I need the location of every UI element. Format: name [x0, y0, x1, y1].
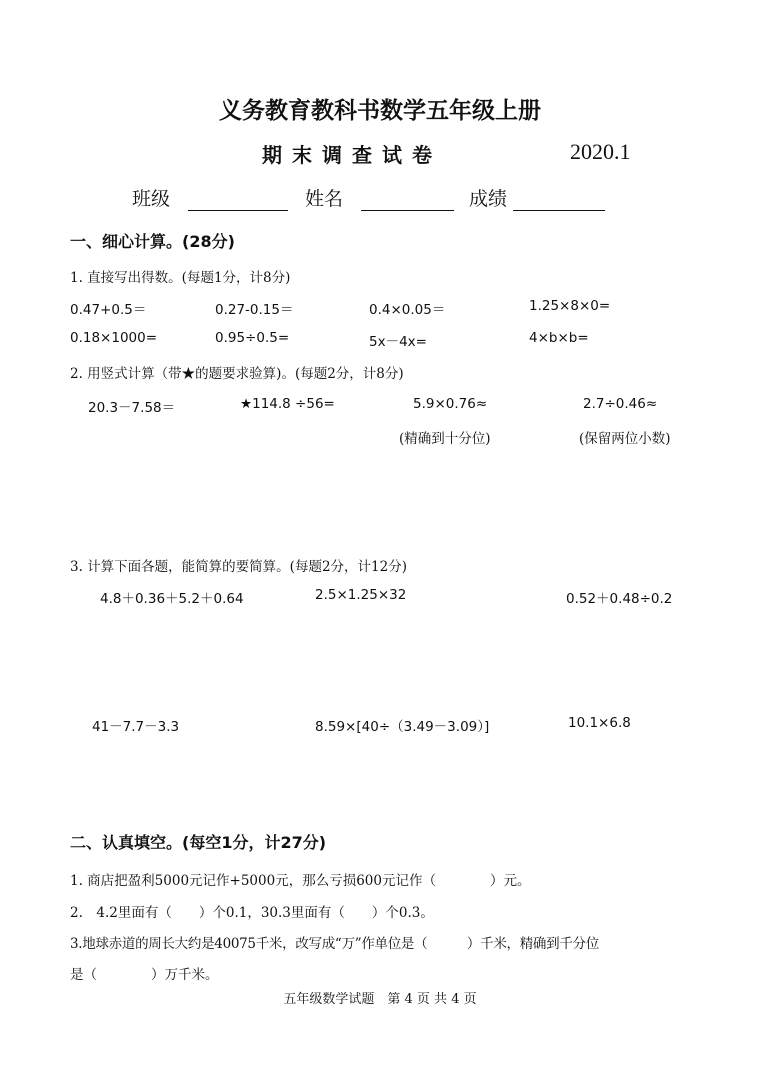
q3-prompt: 3. 计算下面各题，能简算的要简算。(每题2分，计12分) [70, 559, 407, 575]
class-blank[interactable] [188, 192, 288, 211]
name-label: 姓名 [305, 188, 344, 210]
section2-heading: 二、认真填空。(每空1分，计27分) [70, 833, 327, 852]
q1-item: 0.47+0.5＝ [70, 302, 147, 318]
q2-item: 20.3－7.58＝ [88, 400, 176, 416]
q3-item: 4.8＋0.36＋5.2＋0.64 [100, 591, 244, 607]
exam-date: 2020.1 [570, 139, 631, 164]
q2-prompt: 2. 用竖式计算（带★的题要求验算)。(每题2分，计8分) [70, 366, 404, 382]
score-label: 成绩 [469, 188, 508, 210]
name-field [305, 184, 454, 211]
page-footer: 五年级数学试题 第 4 页 共 4 页 [283, 992, 477, 1007]
q1-item: 5x－4x= [369, 334, 427, 350]
s2-q1: 1. 商店把盈利5000元记作+5000元，那么亏损600元记作（ ）元。 [70, 873, 531, 889]
class-field [132, 184, 288, 211]
q1-item: 0.95÷0.5= [215, 330, 290, 346]
score-blank[interactable] [513, 192, 605, 211]
class-label: 班级 [132, 188, 171, 210]
q2-note: (保留两位小数) [579, 431, 671, 447]
q2-item: ★114.8 ÷56= [240, 396, 335, 412]
q3-item: 41－7.7－3.3 [92, 719, 180, 735]
q3-item: 8.59×[40÷（3.49－3.09）] [315, 719, 490, 735]
page-subtitle: 期末调查试卷 [262, 143, 442, 167]
q1-item: 0.18×1000= [70, 330, 158, 346]
s2-q2: 2. 4.2里面有（ ）个0.1，30.3里面有（ ）个0.3。 [70, 905, 434, 921]
q1-prompt: 1. 直接写出得数。(每题1分，计8分) [70, 270, 291, 286]
q1-item: 0.27-0.15＝ [215, 302, 294, 318]
s2-q3-line1: 3.地球赤道的周长大约是40075千米，改写成“万”作单位是（ ）千米，精确到千分位 [70, 936, 599, 952]
q2-item: 2.7÷0.46≈ [583, 396, 658, 412]
score-field [469, 184, 605, 211]
q1-item: 4×b×b= [529, 330, 589, 346]
q3-item: 10.1×6.8 [568, 715, 631, 731]
q2-note: (精确到十分位) [399, 431, 491, 447]
q1-item: 0.4×0.05＝ [369, 302, 446, 318]
q1-item: 1.25×8×0= [529, 298, 611, 314]
s2-q3-line2: 是（ ）万千米。 [70, 967, 219, 983]
section1-heading: 一、细心计算。(28分) [70, 232, 235, 251]
q3-item: 2.5×1.25×32 [315, 587, 407, 603]
q3-item: 0.52＋0.48÷0.2 [566, 591, 673, 607]
name-blank[interactable] [361, 192, 454, 211]
q2-item: 5.9×0.76≈ [413, 396, 488, 412]
page-title: 义务教育教科书数学五年级上册 [219, 98, 541, 124]
